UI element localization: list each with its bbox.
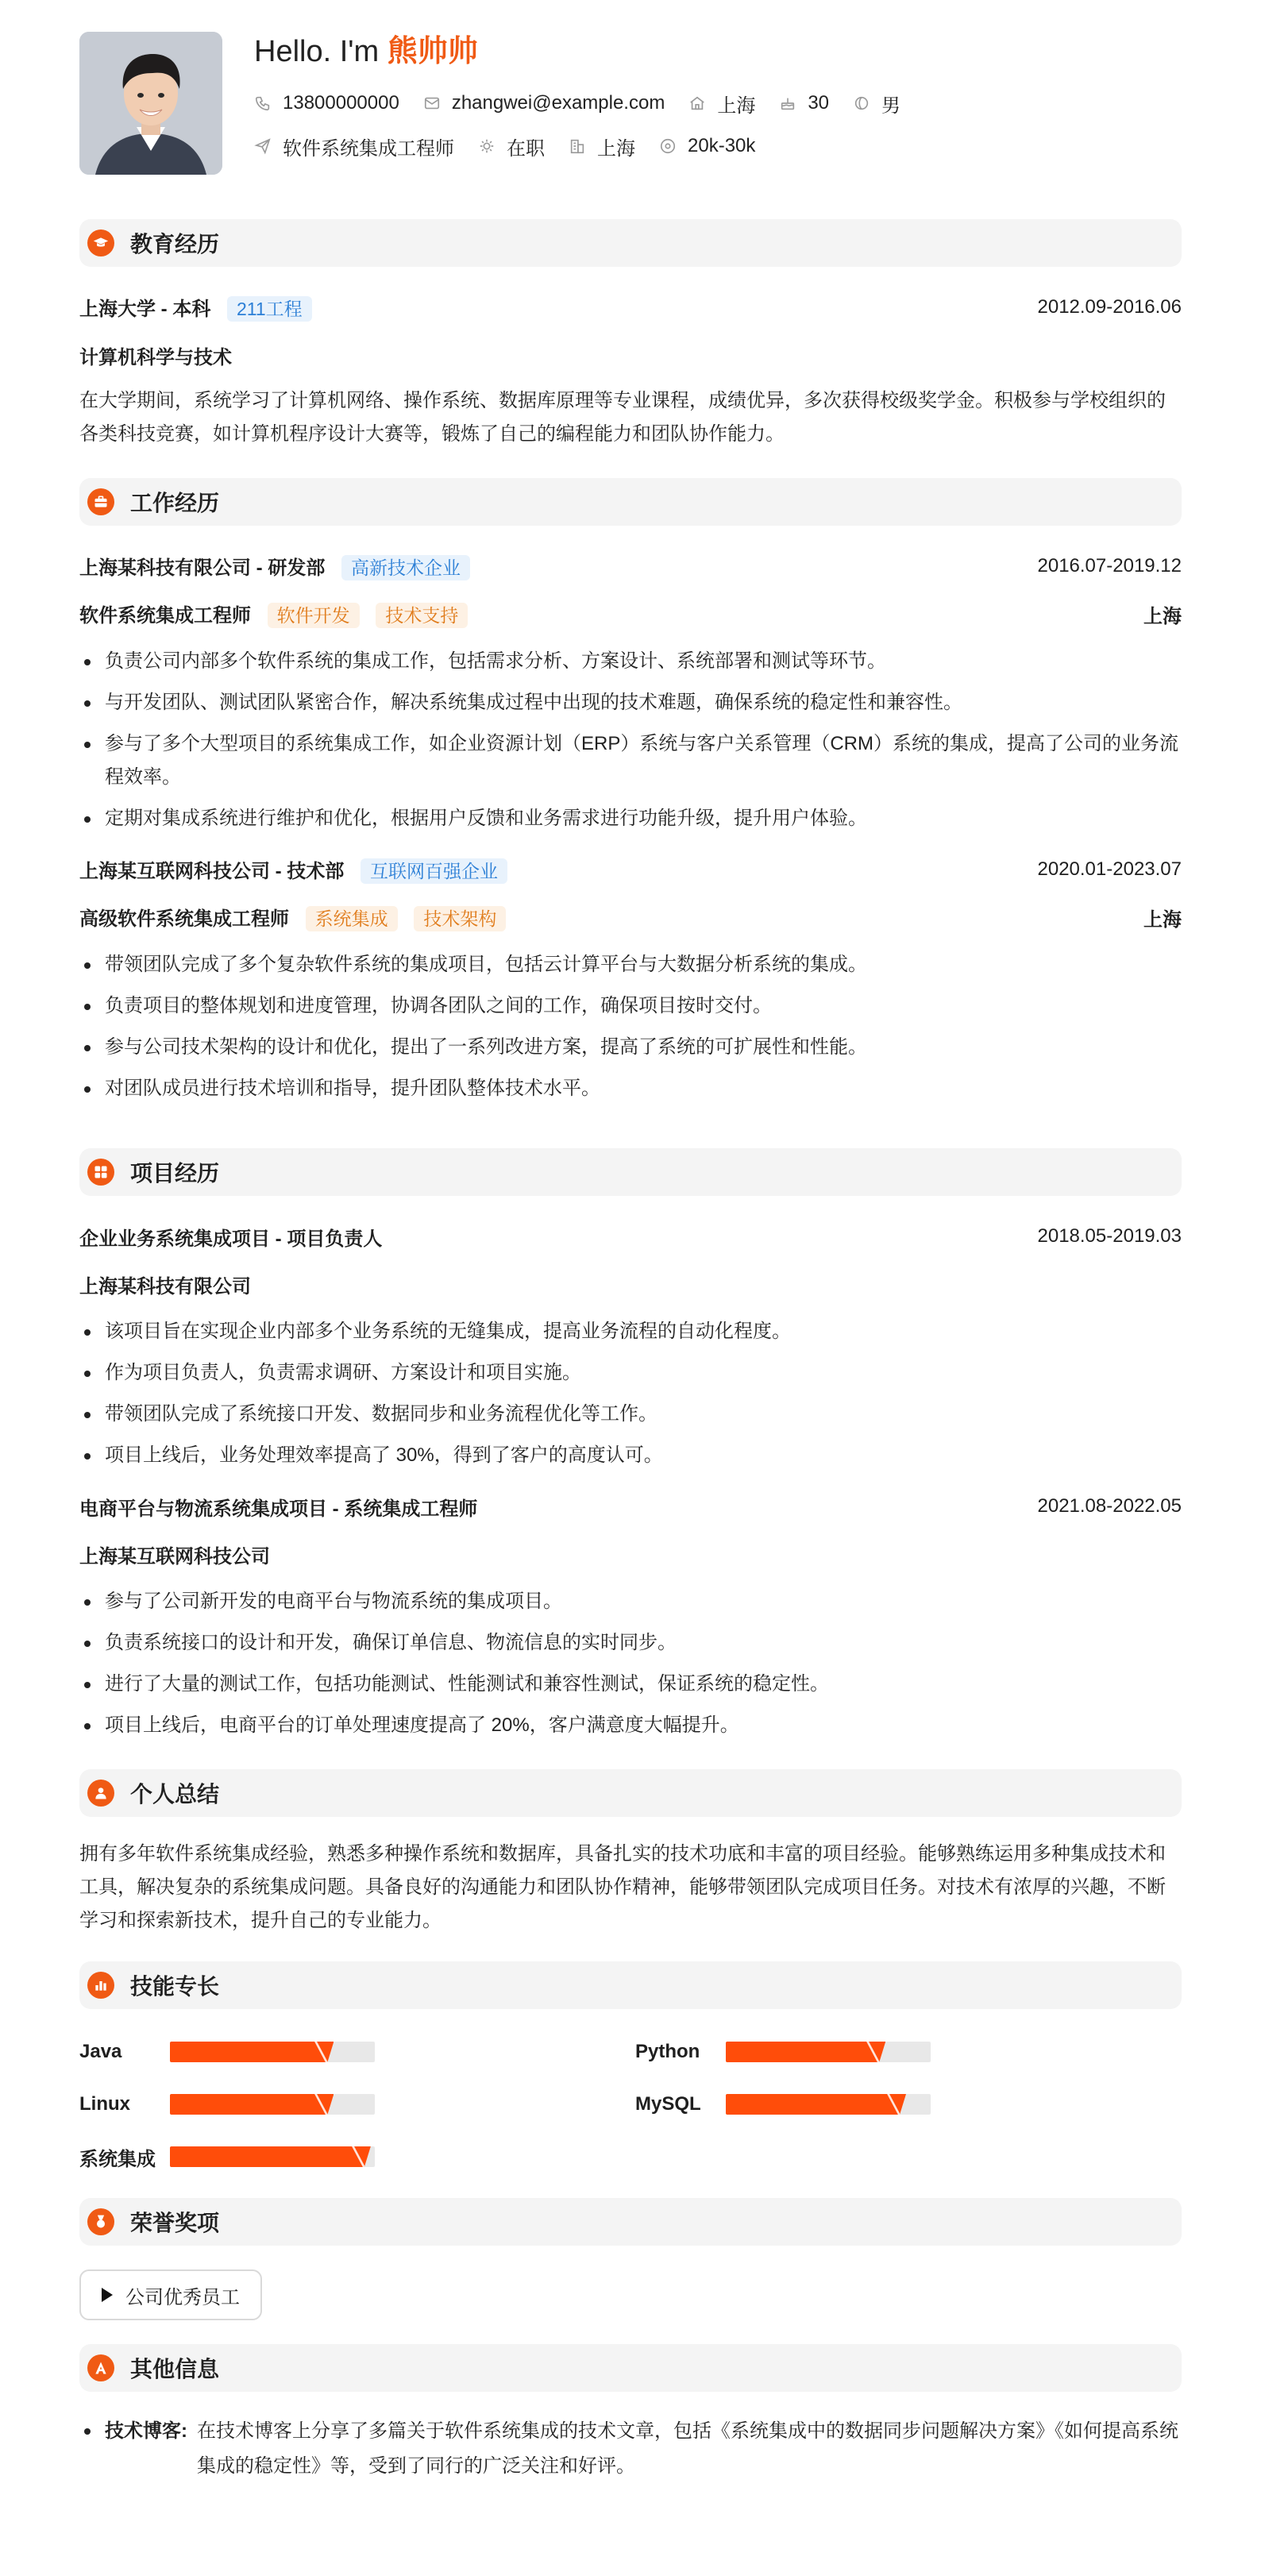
project-company: 上海某互联网科技公司 [79,1546,270,1568]
work-location: 上海 [1143,605,1182,627]
skill-name: MySQL [635,2093,701,2115]
section-heading: 个人总结 [130,1782,220,1807]
mail-icon [423,94,441,112]
award-label: 公司优秀员工 [125,2286,240,2308]
greeting [254,32,924,71]
skill-item [79,2092,635,2117]
status-item [478,133,545,160]
gender-icon [853,94,870,112]
project-title: 电商平台与物流系统集成项目 - 系统集成工程师 [79,1498,478,1520]
list-item: 该项目旨在实现企业内部多个业务系统的无缝集成，提高业务流程的自动化程度。 [79,1315,1182,1348]
skill-item [79,2144,635,2169]
phone-item [254,92,399,114]
letter-a-icon [87,2354,114,2381]
work-bullets [79,645,1182,835]
job-row [254,133,924,159]
skill-bar-fill [170,2094,334,2115]
section-heading: 其他信息 [130,2357,220,2381]
skill-bar [170,2094,375,2115]
school-tag: 211工程 [227,296,312,322]
work-head [79,553,1182,580]
list-item: 带领团队完成了多个复杂软件系统的集成项目，包括云计算平台与大数据分析系统的集成。 [79,948,1182,981]
skill-bar [726,2094,931,2115]
project-entry [79,1493,1182,1742]
section-heading: 荣誉奖项 [130,2211,220,2235]
projects-section-title [79,1148,1182,1196]
project-head [79,1493,1182,1520]
award-item[interactable] [79,2269,262,2320]
other-info-item [79,2414,1182,2484]
work-entry [79,553,1182,835]
position-title: 软件系统集成工程师 [79,605,251,627]
job-title-value: 软件系统集成工程师 [283,137,454,160]
summary-section-title [79,1769,1182,1817]
section-heading: 教育经历 [130,232,220,256]
section-heading: 技能专长 [130,1974,220,1999]
skill-item [635,2092,1191,2117]
avatar-illustration [79,32,222,175]
age-value: 30 [808,92,830,114]
summary-text: 拥有多年软件系统集成经验，熟悉多种操作系统和数据库，具备扎实的技术功底和丰富的项目经验。能够熟练运用多种集成技术和工具，解决复杂的系统集成问题。具备良好的沟通能力和团队协作精神，能够带领团队完成项目任务。对技术有浓厚的兴趣，不断学习和探索新技术，提升自己的专业能力。 [79,1843,1166,1931]
phone-icon [254,94,272,112]
honors-section-title [79,2198,1182,2246]
project-title: 企业业务系统集成项目 - 项目负责人 [79,1228,383,1250]
skill-tag: 软件开发 [268,603,360,628]
user-icon [87,1780,114,1807]
education-head [79,294,1182,321]
skill-name: Python [635,2041,700,2062]
status-value: 在职 [507,137,545,160]
work-entry [79,856,1182,1105]
position-title: 高级软件系统集成工程师 [79,908,289,930]
skill-bar-fill [726,2094,906,2115]
work-position-row [79,904,1182,931]
section-heading: 项目经历 [130,1161,220,1186]
company-tag: 互联网百强企业 [361,858,507,884]
work-head [79,856,1182,883]
list-item: 负责系统接口的设计和开发，确保订单信息、物流信息的实时同步。 [79,1626,1182,1660]
job-title-item [254,133,454,160]
play-icon [102,2288,113,2302]
header-info [254,32,924,191]
home-icon [688,94,706,112]
resume-header [79,0,1182,191]
project-bullets [79,1315,1182,1472]
email-item [423,92,665,114]
major: 计算机科学与技术 [79,347,232,368]
city-item [688,90,755,118]
project-head [79,1223,1182,1250]
skill-item [635,2039,1191,2065]
skill-bar [726,2042,931,2062]
company-name: 上海某科技有限公司 - 研发部 [79,557,326,579]
briefcase-icon [87,488,114,515]
building-icon [569,137,586,155]
graduation-cap-icon [87,229,114,256]
city-value: 上海 [717,94,756,117]
skill-name: Linux [79,2093,130,2115]
education-entry [79,294,1182,451]
skill-bar-fill [170,2042,334,2062]
list-item: 项目上线后，业务处理效率提高了 30%，得到了客户的高度认可。 [79,1439,1182,1472]
other-text: 在技术博客上分享了多篇关于软件系统集成的技术文章，包括《系统集成中的数据同步问题解决方案》《如何提高系统集成的稳定性》等，受到了同行的广泛关注和好评。 [197,2420,1178,2477]
list-item: 定期对集成系统进行维护和优化，根据用户反馈和业务需求进行功能升级，提升用户体验。 [79,802,1182,835]
cake-icon [779,94,796,112]
project-company: 上海某科技有限公司 [79,1276,251,1298]
grid-icon [87,1159,114,1186]
list-item: 项目上线后，电商平台的订单处理速度提高了 20%，客户满意度大幅提升。 [79,1709,1182,1742]
send-icon [254,137,272,155]
skill-tag: 系统集成 [306,906,398,931]
candidate-name: 熊帅帅 [387,35,478,68]
education-description: 在大学期间，系统学习了计算机网络、操作系统、数据库原理等专业课程，成绩优异，多次获得校级奖学金。积极参与学校组织的各类科技竞赛，如计算机程序设计大赛等，锻炼了自己的编程能力和团队协作能力。 [79,390,1166,445]
skill-name: Java [79,2041,122,2062]
money-icon [659,137,677,155]
work-date: 2020.01-2023.07 [1037,858,1182,880]
other-label: 技术博客: [79,2414,187,2484]
education-date: 2012.09-2016.06 [1037,296,1182,318]
project-entry [79,1223,1182,1472]
list-item: 对团队成员进行技术培训和指导，提升团队整体技术水平。 [79,1072,1182,1105]
list-item: 参与了多个大型项目的系统集成工作，如企业资源计划（ERP）系统与客户关系管理（CRM）系统的集成，提高了公司的业务流程效率。 [79,727,1182,794]
project-date: 2021.08-2022.05 [1037,1495,1182,1517]
skills-section-title [79,1961,1182,2009]
gender-item [853,90,900,118]
skill-bar [170,2042,375,2062]
expected-city-item [569,133,635,160]
skills-grid [79,2039,1182,2169]
other-section-title [79,2344,1182,2392]
skill-name: 系统集成 [79,2148,156,2170]
work-location: 上海 [1143,908,1182,931]
chart-icon [87,1972,114,1999]
list-item: 参与公司技术架构的设计和优化，提出了一系列改进方案，提高了系统的可扩展性和性能。 [79,1031,1182,1064]
status-icon [478,137,496,155]
skill-tag: 技术架构 [414,906,506,931]
list-item: 参与了公司新开发的电商平台与物流系统的集成项目。 [79,1585,1182,1618]
greeting-prefix: Hello. I'm [254,35,380,68]
expected-city-value: 上海 [597,137,635,160]
medal-icon [87,2208,114,2235]
list-item: 负责项目的整体规划和进度管理，协调各团队之间的工作，确保项目按时交付。 [79,989,1182,1023]
salary-item [659,135,755,157]
skill-tag: 技术支持 [376,603,468,628]
project-bullets [79,1585,1182,1742]
company-tag: 高新技术企业 [341,555,470,580]
email-address: zhangwei@example.com [451,92,665,114]
work-bullets [79,948,1182,1105]
age-item [779,92,829,114]
work-section-title [79,478,1182,526]
project-date: 2018.05-2019.03 [1037,1225,1182,1247]
contact-row [254,91,924,116]
phone-number: 13800000000 [283,92,399,114]
section-heading: 工作经历 [130,491,220,515]
company-name: 上海某互联网科技公司 - 技术部 [79,861,345,882]
skill-item [79,2039,635,2065]
list-item: 作为项目负责人，负责需求调研、方案设计和项目实施。 [79,1356,1182,1390]
list-item: 负责公司内部多个软件系统的集成工作，包括需求分析、方案设计、系统部署和测试等环节。 [79,645,1182,678]
salary-value: 20k-30k [688,135,756,156]
school-name: 上海大学 - 本科 [79,299,211,320]
list-item: 进行了大量的测试工作，包括功能测试、性能测试和兼容性测试，保证系统的稳定性。 [79,1668,1182,1701]
work-date: 2016.07-2019.12 [1037,555,1182,577]
education-section-title [79,219,1182,267]
skill-bar-fill [726,2042,885,2062]
skill-bar [170,2146,375,2167]
list-item: 带领团队完成了系统接口开发、数据同步和业务流程优化等工作。 [79,1398,1182,1431]
gender-value: 男 [881,94,901,117]
skill-bar-fill [170,2146,371,2167]
list-item: 与开发团队、测试团队紧密合作，解决系统集成过程中出现的技术难题，确保系统的稳定性和兼容性。 [79,686,1182,719]
avatar [79,32,222,175]
work-position-row [79,600,1182,627]
